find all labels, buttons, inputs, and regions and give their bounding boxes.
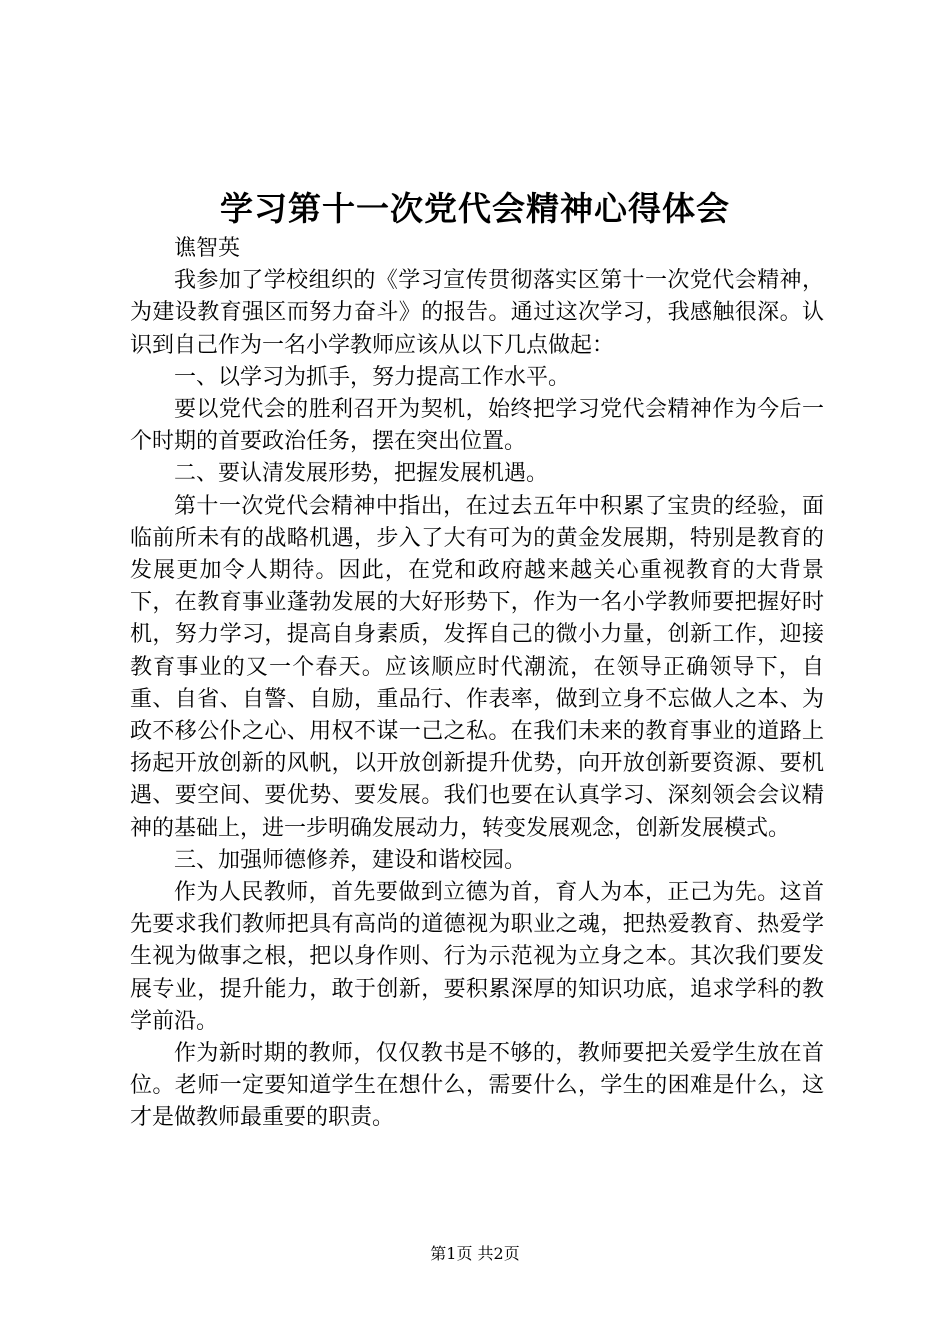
section-heading-1: 一、以学习为抓手，努力提高工作水平。 bbox=[174, 364, 571, 390]
paragraph-4: 作为新时期的教师，仅仅教书是不够的，教师要把关爱学生放在首位。老师一定要知道学生在想什么，需要什么，学生的困难是什么，这才是做教师最重要的职责。 bbox=[130, 1041, 824, 1131]
paragraph-3: 作为人民教师，首先要做到立德为首，育人为本，正己为先。这首先要求我们教师把具有高尚的道德视为职业之魂，把热爱教育、热爱学生视为做事之根，把以身作则、行为示范视为立身之本。其次我们要发展专业，提升能力，敢于创新，要积累深厚的知识功底，追求学科的教学前沿。 bbox=[130, 880, 824, 1034]
paragraph-1: 要以党代会的胜利召开为契机，始终把学习党代会精神作为今后一个时期的首要政治任务，摆在突出位置。 bbox=[130, 397, 824, 455]
section-heading-2: 二、要认清发展形势，把握发展机遇。 bbox=[174, 461, 549, 487]
section-heading-3: 三、加强师德修养，建设和谐校园。 bbox=[174, 847, 527, 873]
paragraph-intro: 我参加了学校组织的《学习宣传贯彻落实区第十一次党代会精神，为建设教育强区而努力奋斗》的报告。通过这次学习，我感触很深。认识到自己作为一名小学教师应该从以下几点做起： bbox=[130, 268, 824, 358]
paragraph-2: 第十一次党代会精神中指出，在过去五年中积累了宝贵的经验，面临前所未有的战略机遇，步入了大有可为的黄金发展期，特别是教育的发展更加令人期待。因此，在党和政府越来越关心重视教育的大背景下，在教育事业蓬勃发展的大好形势下，作为一名小学教师要把握好时机，努力学习，提高自身素质，发挥自己的微小力量，创新工作，迎接教育事业的又一个春天。应该顺应时代潮流，在领导正确领导下，自重、自省、自警、自励，重品行、作表率，做到立身不忘做人之本、为政不移公仆之心、用权不谋一己之私。在我们未来的教育事业的道路上扬起开放创新的风帆，以开放创新提升优势，向开放创新要资源、要机遇、要空间、要优势、要发展。我们也要在认真学习、深刻领会会议精神的基础上，进一步明确发展动力，转变发展观念，创新发展模式。 bbox=[130, 493, 824, 841]
document-title: 学习第十一次党代会精神心得体会 bbox=[220, 189, 730, 228]
author-name: 谯智英 bbox=[174, 236, 241, 261]
document-body bbox=[130, 233, 824, 1135]
page-indicator: 第1页 共2页 bbox=[430, 1244, 520, 1263]
